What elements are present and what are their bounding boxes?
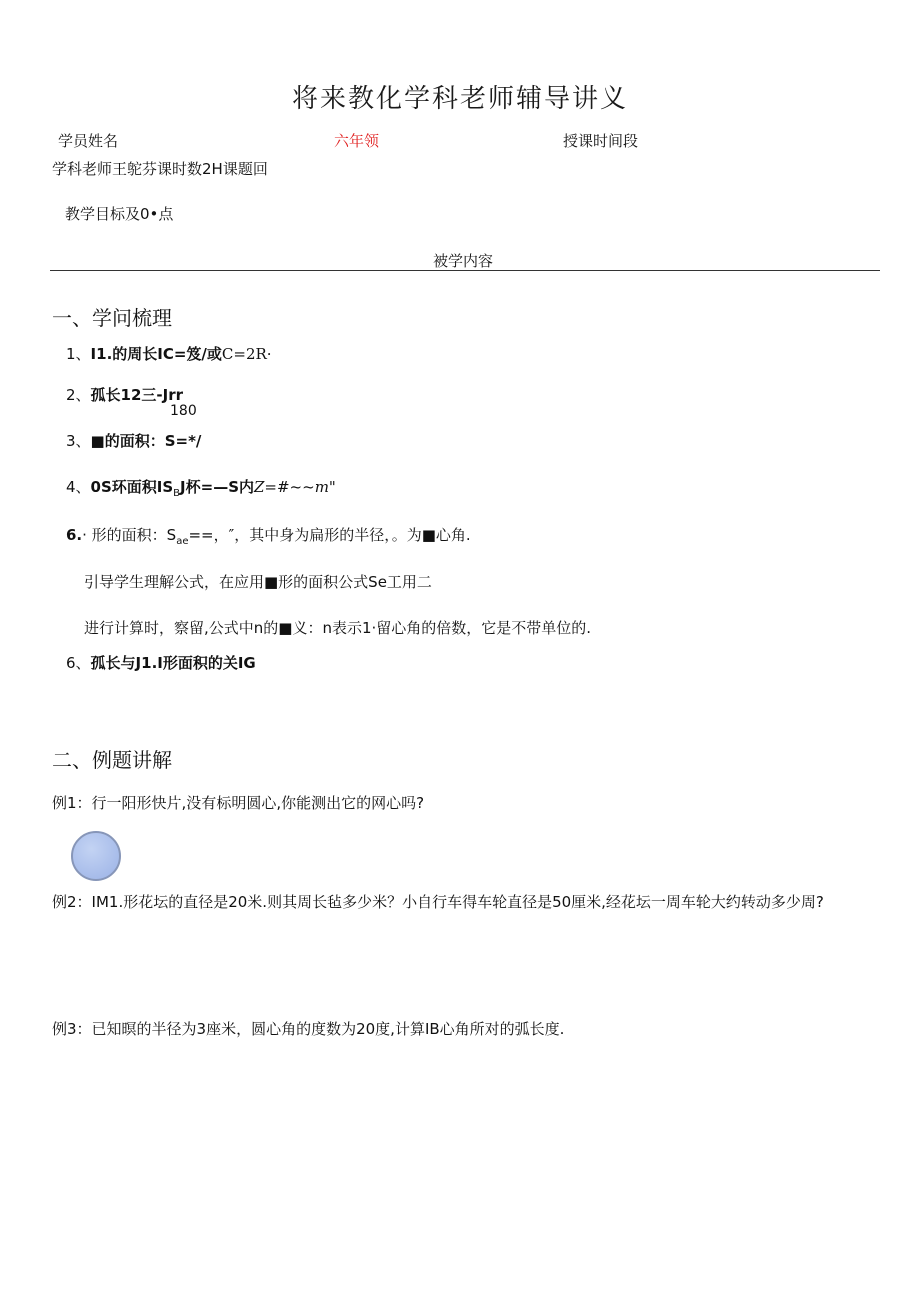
item-text: I1.的周长IC=笈/或 [90,345,222,363]
section1-heading: 一、学问梳理 [52,306,172,330]
fraction-denominator: 180 [170,403,197,419]
example-1: 例1：行一阳形快片,没有标明圆心,你能测出它的网心吗? [52,794,425,812]
teaching-goal-label: 教学目标及0•点 [65,205,174,223]
list-item [66,384,183,405]
formula-explanation: 引导学生理解公式，在应用■形的面积公式Se工用二 [84,573,432,591]
example-2: 例2：IM1.形花坛的直径是20米.则其周长毡多少米？小自行车得车轮直径是50厘米,经花坛一周车轮大约转动多少周? [52,893,824,911]
item-text: 孤长12三-Jrr [90,386,184,404]
item-text: 0S环面积IS [90,478,174,496]
example-3: 例3：已知暝的半径为3座米，圆心角的度数为20度,计算IB心角所对的弧长度. [52,1020,565,1038]
item-text: ■的面积：S=*/ [90,432,202,450]
item-text-cont: J杯=—S内 [180,478,254,496]
list-item [66,652,256,673]
item-number: 2、 [66,386,91,404]
list-item [66,524,471,547]
item-number: 4、 [66,478,91,496]
item-text: 孤长与J1.I形面积的关IG [90,654,256,672]
item-number: 6. [66,526,83,544]
list-item [66,430,201,451]
student-name-label: 学员姓名 [58,132,119,150]
list-item [66,343,272,364]
teaching-content-label: 被学内容 [433,252,494,270]
teacher-line: 学科老师王鸵芬课时数2H课题回 [52,160,268,178]
page-title: 将来教化学科老师辅导讲义 [291,84,628,114]
item-number: 3、 [66,432,91,450]
item-number: 6、 [66,654,91,672]
item-text-cont: ==，″，其中身为扁形的半径，。为■心角. [188,526,471,544]
circle-shape [71,831,121,881]
formula-explanation-cont: 进行计算时，察留,公式中n的■义：n表示1·留心角的倍数，它是不带单位的. [84,619,592,637]
class-time-label: 授课时间段 [563,132,639,150]
section2-heading: 二、例题讲解 [52,748,172,772]
item-formula: C=2R· [221,345,272,363]
grade-value: 六年领 [334,132,380,150]
item-text: · 形的面积：S [82,526,177,544]
item-formula: Z=#~~m" [254,478,336,496]
item-number: 1、 [66,345,91,363]
list-item [66,476,336,499]
divider-line [50,270,880,271]
item-subscript: B [173,488,181,499]
item-subscript: ae [176,536,189,547]
